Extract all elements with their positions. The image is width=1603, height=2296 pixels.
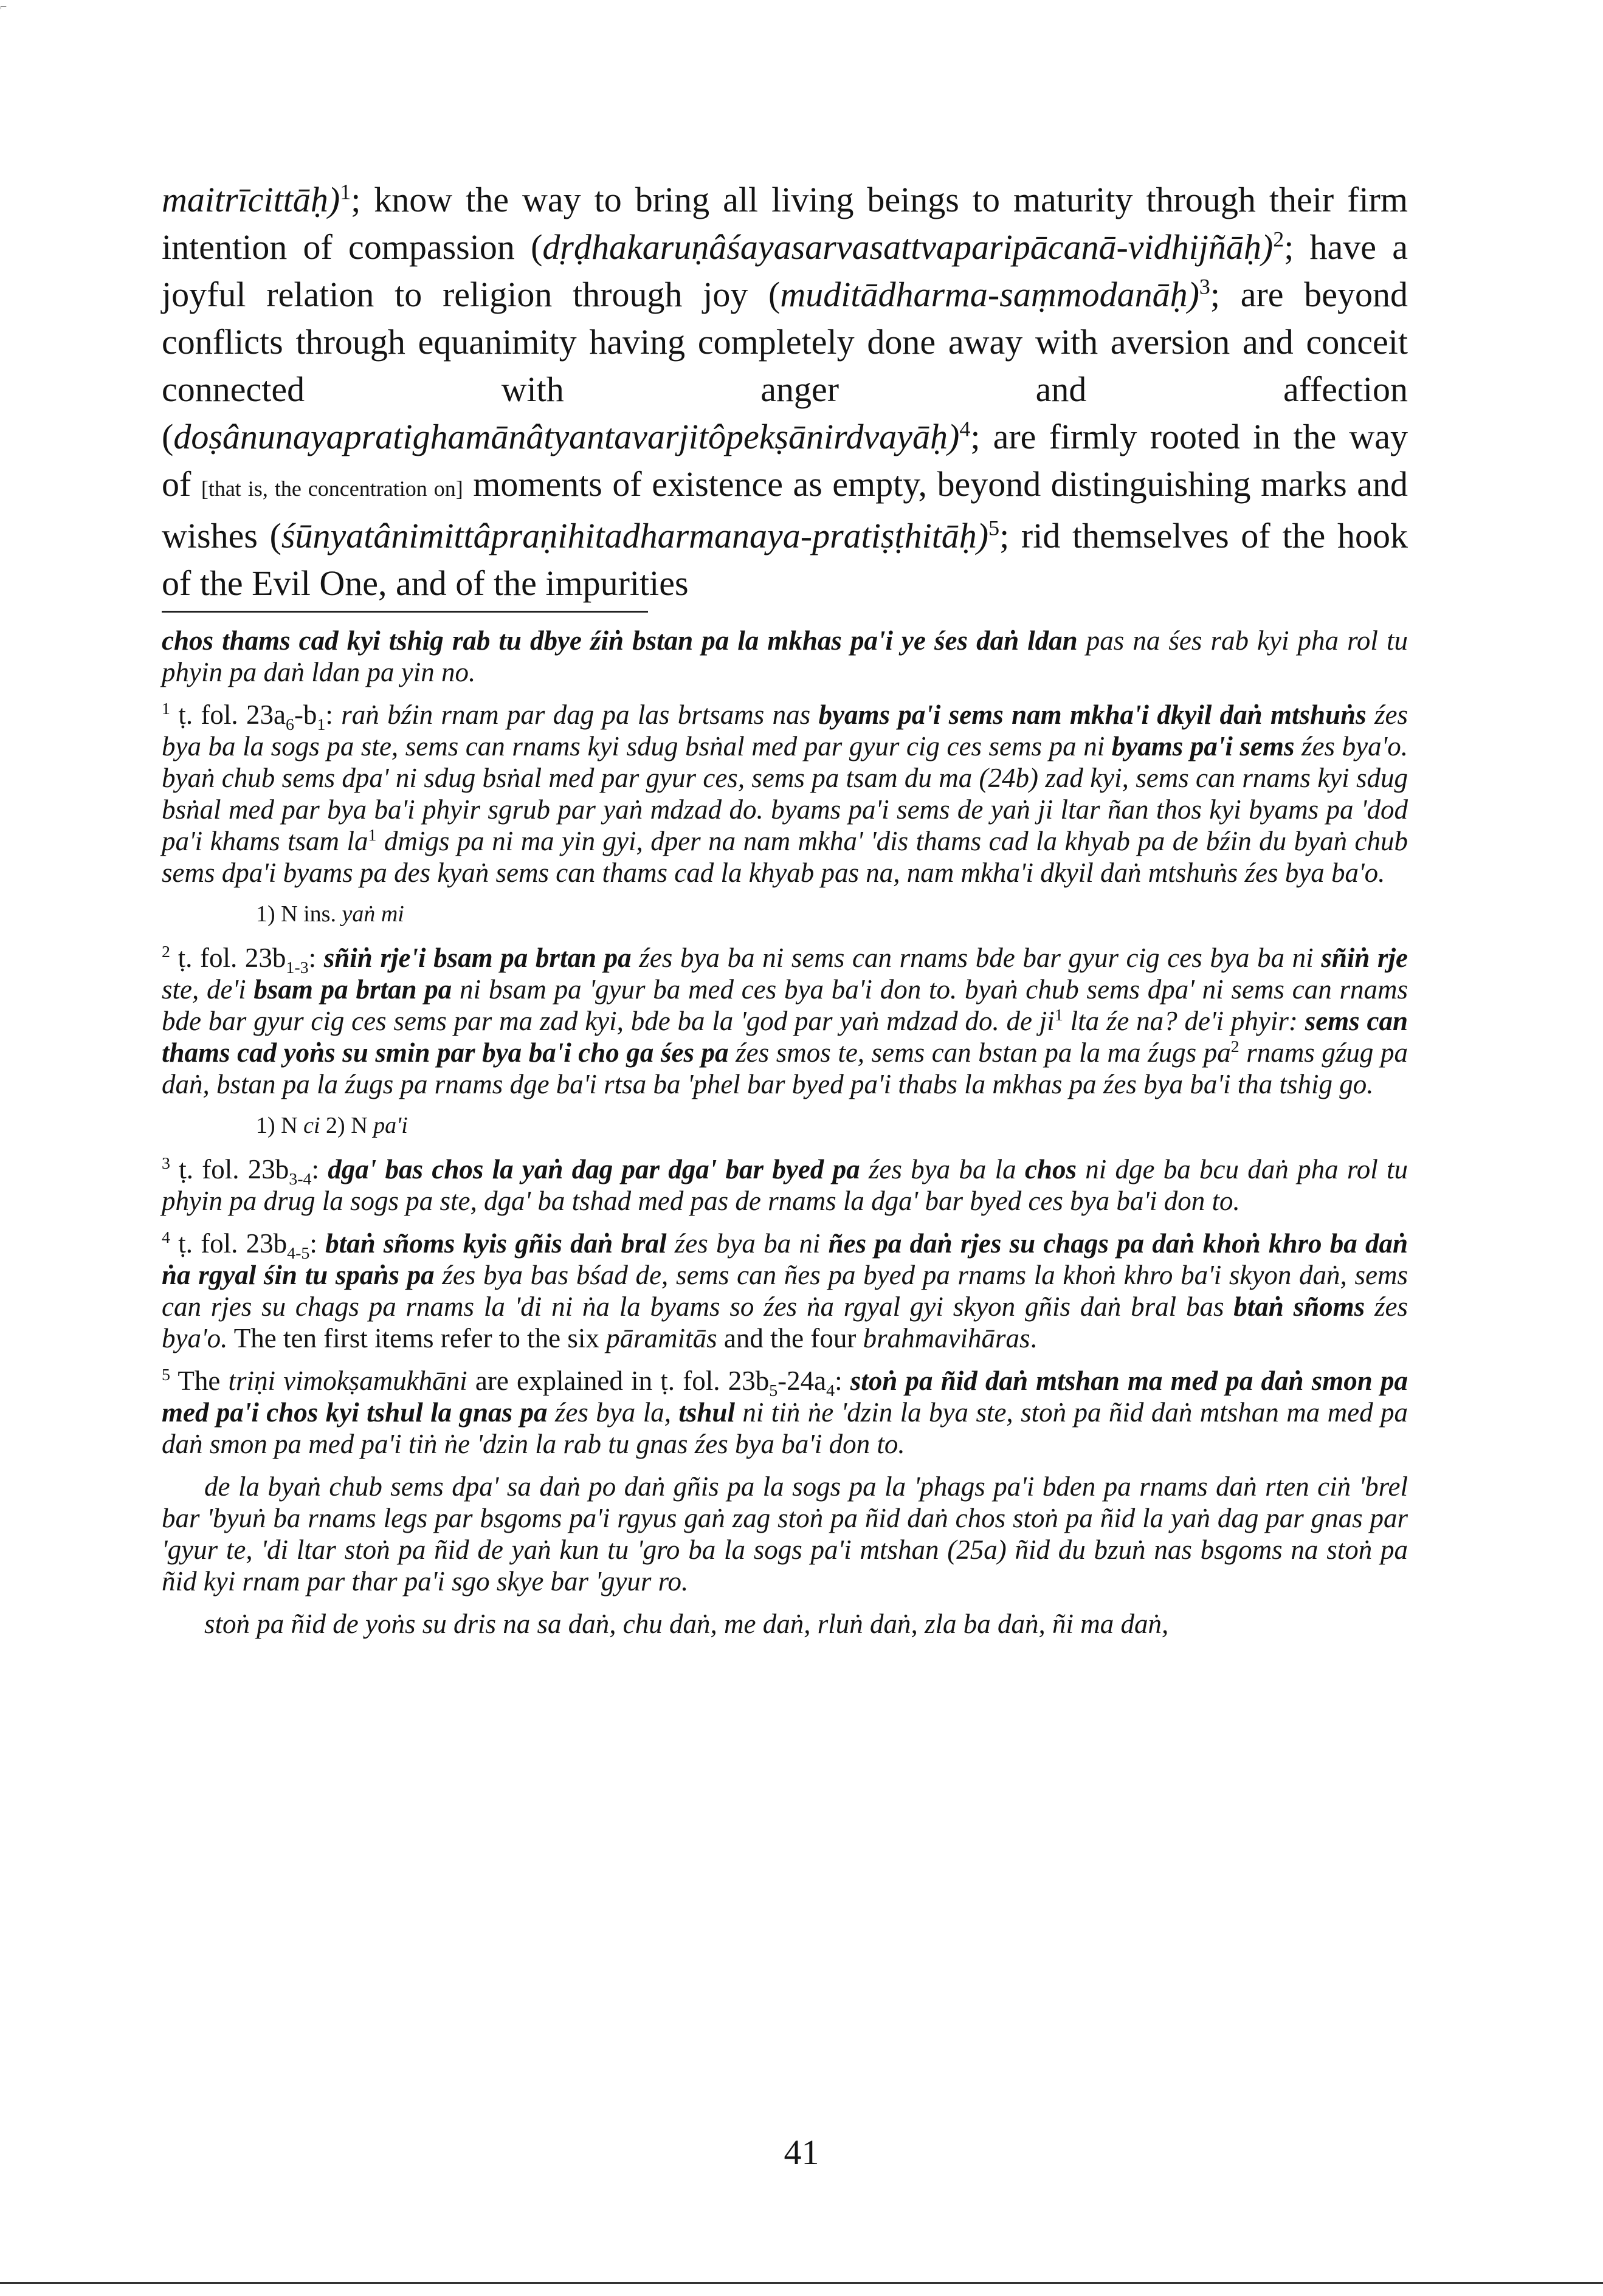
variant-note-2 — [256, 1111, 1408, 1140]
bold-text: btaṅ sñoms — [1233, 1291, 1365, 1322]
footnote-number: 1 — [162, 699, 170, 718]
colon: : — [835, 1366, 843, 1396]
tibetan-text: ste, de'i — [162, 974, 254, 1005]
tibetan-text: dmigs pa ni ma yin gyi, dper na nam mkha' 'dis thams cad la khyab pa de bźin du byaṅ chub sems dpa'i byams pa des kyaṅ sems can thams cad la khyab pas na, nam mkha'i dkyil daṅ mtshuṅs źes bya ba'o. — [162, 826, 1408, 888]
footnote-number: 5 — [162, 1366, 170, 1384]
tibetan-text: źes bya bas bśad de, sems can ñes pa byed pa rnams la khoṅ khro ba'i skyon daṅ, sems can rjes su chags pa rnams la 'di ni ṅa la byams so źes ṅa rgyal gyi skyon gñis daṅ bral bas — [162, 1260, 1408, 1322]
sanskrit-term: dṛḍhakaruṇâśayasarvasattvaparipācanā-vidhijñāḥ) — [542, 227, 1274, 267]
footnote-5 — [162, 1365, 1408, 1460]
footnote-4 — [162, 1228, 1408, 1354]
bold-text: ñes pa daṅ rjes su chags pa daṅ khoṅ khro ba daṅ ṅa rgyal śin tu spaṅs pa — [162, 1228, 1408, 1290]
footnote-1 — [162, 699, 1408, 888]
editorial-insert: [that is, the concentration on] — [201, 476, 463, 501]
text: pas na śes rab kyi pha rol tu phyin pa daṅ ldan pa yin no. — [162, 625, 1408, 687]
footnote-ref: 2 — [1273, 227, 1284, 252]
scan-bottom-edge — [0, 2282, 1603, 2284]
footnote-number: 3 — [162, 1154, 170, 1173]
folio-ref: -b — [294, 699, 317, 730]
english-text: . — [1030, 1323, 1037, 1353]
main-text — [162, 176, 1408, 607]
english-text: are explained in ṭ. fol. 23b — [467, 1366, 770, 1396]
bold-text: bsam pa brtan pa — [253, 974, 452, 1005]
text: ; have a joyful relation to religion through joy ( — [162, 227, 1408, 314]
folio-ref: ṭ. fol. 23b — [178, 943, 286, 973]
line-sub: 4-5 — [287, 1244, 310, 1263]
footnote-number: 2 — [162, 943, 170, 961]
line-sub: 1-3 — [286, 958, 309, 977]
tibetan-text: źes bya ba ni — [666, 1228, 829, 1259]
bold-text: stoṅ pa ñid daṅ mtshan ma med pa daṅ smon pa med pa'i chos kyi tshul la gnas pa — [162, 1366, 1408, 1428]
sanskrit-term: doṣânunayapratighamānâtyantavarjitôpekṣānirdvayāḥ) — [173, 417, 960, 456]
footnote-number: 4 — [162, 1228, 170, 1247]
tibetan-text: źes bya la, — [547, 1397, 679, 1428]
text: moments of existence as empty, beyond distinguishing marks and wishes ( — [162, 464, 1408, 555]
footnote-ref: 1 — [340, 179, 351, 204]
page-body — [162, 176, 1408, 1651]
tibetan-text: źes bya ba ni sems can rnams bde bar gyur cig ces bya ba ni — [631, 943, 1322, 973]
bold-text: sñiṅ rje'i bsam pa brtan pa — [323, 943, 632, 973]
bold-text: dga' bas chos la yaṅ dag par dga' bar byed pa — [319, 1154, 860, 1184]
tibetan-text: ni tiṅ ṅe 'dzin la bya ste, stoṅ pa ñid daṅ mtshan ma med pa daṅ smon pa med pa'i tiṅ ṅe 'dzin la rab tu gnas źes bya ba'i don to. — [162, 1397, 1408, 1459]
bold-text: tshul — [678, 1397, 735, 1428]
sanskrit-term: brahmavihāras — [863, 1323, 1030, 1353]
footnote-5-paragraph-2: de la byaṅ chub sems dpa' sa daṅ po daṅ gñis pa la sogs pa la 'phags pa'i bden pa rnams daṅ rten ciṅ 'brel bar 'byuṅ ba rnams legs par bsgoms pa'i rgyus gaṅ zag stoṅ pa ñid daṅ chos stoṅ pa ñid la yaṅ dag par gnas par 'gyur te, 'di ltar stoṅ pa ñid de yaṅ kun tu 'gro ba la sogs pa'i mtshan (25a) ñid du bzuṅ nas bsgoms na stoṅ pa ñid kyi rnam par thar pa'i sgo skye bar 'gyur ro. — [162, 1471, 1408, 1597]
sanskrit-term: pāramitās — [606, 1323, 717, 1353]
line-sub: 6 — [285, 715, 294, 734]
scan-corner-mark: ⌐ — [0, 0, 7, 13]
colon: : — [311, 1154, 319, 1184]
bold-text: chos thams cad kyi tshig rab tu dbye źiṅ bstan pa la mkhas pa'i ye śes daṅ ldan — [162, 625, 1078, 656]
variant-ref: 2 — [1230, 1037, 1239, 1056]
variant-label: 1) N ins. — [256, 901, 342, 927]
footnote-ref: 4 — [959, 416, 971, 441]
footnote-separator — [162, 611, 648, 613]
english-text: -24a — [777, 1366, 827, 1396]
main-paragraph — [162, 176, 1408, 607]
tibetan-text: ni dge ba bcu daṅ pha rol tu phyin pa drug la sogs pa ste, dga' ba tshad med pas de rnams la dga' bar byed ces bya ba'i don to. — [162, 1154, 1408, 1216]
tibetan-text: rnams gźug pa daṅ, bstan pa la źugs pa rnams dge ba'i rtsa ba 'phel bar byed pa'i thabs la mkhas pa źes bya ba'i tha tshig go. — [162, 1037, 1408, 1099]
text: ; know the way to bring all living beings to maturity through their firm intention of compassion ( — [162, 180, 1408, 267]
text: ; rid themselves of the hook of the Evil One, and of the impurities — [162, 516, 1408, 603]
bold-text: chos — [1024, 1154, 1077, 1184]
tibetan-text: źes bya'o. byaṅ chub sems dpa' ni sdug bsṅal med par gyur ces, sems pa tsam du ma (24b) zad kyi, sems can rnams kyi sdug bsṅal med par bya ba'i phyir sgrub par yaṅ mdzad do. byams pa'i sems de yaṅ ji ltar ñan thos kyi byams pa 'dod pa'i khams tsam la — [162, 731, 1408, 856]
tibetan-text: źes smos te, sems can bstan pa la ma źugs pa — [728, 1037, 1231, 1068]
folio-ref: ṭ. fol. 23b — [178, 1228, 288, 1259]
variant-note-1 — [256, 899, 1408, 929]
text: ; are beyond conflicts through equanimity having completely done away with aversion and conceit connected with anger and affection ( — [162, 275, 1408, 456]
bold-text: sñiṅ rje — [1321, 943, 1408, 973]
colon: : — [309, 1228, 317, 1259]
variant-ref: 1 — [368, 826, 377, 845]
tibetan-text: raṅ bźin rnam par dag pa las brtsams nas — [333, 699, 819, 730]
tibetan-text: źes bya ba la — [860, 1154, 1025, 1184]
variant-ref: 1 — [1054, 1006, 1063, 1025]
footnote-5-paragraph-3: stoṅ pa ñid de yoṅs su dris na sa daṅ, chu daṅ, me daṅ, rluṅ daṅ, zla ba daṅ, ñi ma daṅ, — [204, 1609, 1169, 1639]
sanskrit-term: śūnyatânimittâpraṇihitadharmanaya-pratiṣṭhitāḥ) — [281, 516, 989, 555]
tibetan-text: lta źe na? de'i phyir: — [1063, 1006, 1305, 1036]
line-sub: 1 — [317, 715, 326, 734]
variant-reading: yaṅ mi — [342, 901, 404, 927]
line-sub: 4 — [826, 1381, 835, 1400]
line-sub: 3-4 — [289, 1170, 312, 1189]
footnote-ref: 3 — [1199, 274, 1210, 299]
bold-text: byams pa'i sems nam mkha'i dkyil daṅ mtshuṅs — [818, 699, 1367, 730]
bold-text: byams pa'i sems — [1111, 731, 1295, 761]
sanskrit-term: triṇi vimokṣamukhāni — [228, 1366, 467, 1396]
variant-reading: pa'i — [373, 1113, 408, 1138]
colon: : — [325, 699, 333, 730]
colon: : — [308, 943, 317, 973]
english-text: The ten first items refer to the six — [227, 1323, 607, 1353]
tibetan-text: źes bya ba la sogs pa ste, sems can rnams kyi sdug bsṅal med par gyur cig ces sems pa ni — [162, 699, 1408, 761]
folio-ref: ṭ. fol. 23a — [178, 699, 286, 730]
footnote-3 — [162, 1153, 1408, 1217]
footnote-ref: 5 — [988, 515, 1000, 540]
english-text: The — [170, 1366, 229, 1396]
page-number: 41 — [784, 2133, 819, 2172]
tibetan-text: ni bsam pa 'gyur ba med ces bya ba'i don to. byaṅ chub sems dpa' ni sems can rnams bde bar gyur cig ces sems par ma zad kyi, bde ba la 'god par yaṅ mdzad do. de ji — [162, 974, 1408, 1036]
variant-reading: ci — [303, 1113, 320, 1138]
variant-label: 1) N — [256, 1113, 304, 1138]
line-sub: 5 — [769, 1381, 778, 1400]
footnote-continuation — [162, 625, 1408, 688]
text: ; are firmly rooted in the way of — [162, 417, 1408, 504]
footnote-2 — [162, 942, 1408, 1100]
bold-text: btaṅ sñoms kyis gñis daṅ bral — [317, 1228, 667, 1259]
folio-ref: ṭ. fol. 23b — [179, 1154, 289, 1184]
sanskrit-term: maitrīcittāḥ) — [162, 180, 340, 219]
tibetan-text: źes bya'o. — [162, 1291, 1408, 1353]
english-text: and the four — [717, 1323, 863, 1353]
sanskrit-term: muditādharma-saṃmodanāḥ) — [780, 275, 1199, 314]
bold-text: sems can thams cad yoṅs su smin par bya ba'i cho ga śes pa — [162, 1006, 1408, 1068]
variant-label: 2) N — [320, 1113, 374, 1138]
